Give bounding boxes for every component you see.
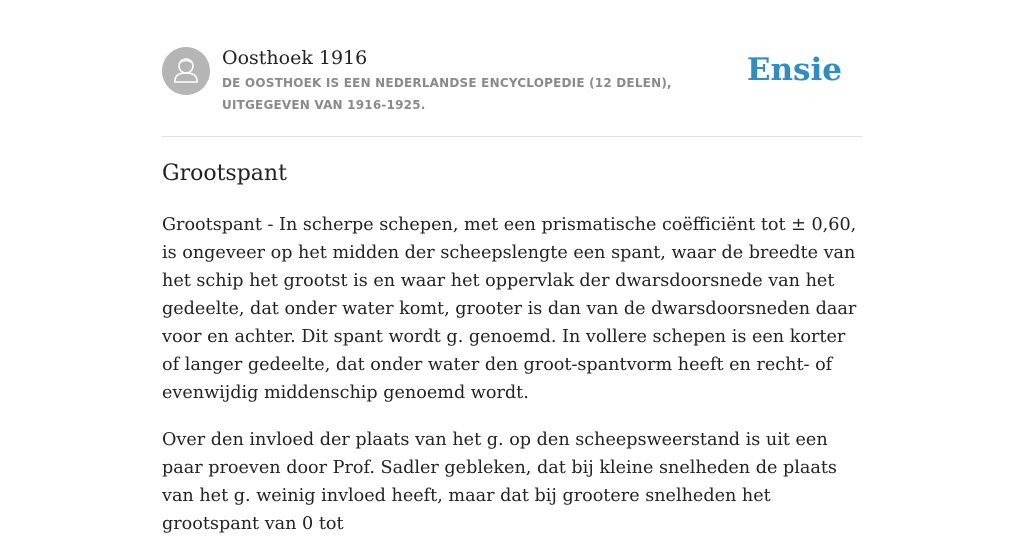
article-paragraph: Over den invloed der plaats van het g. op den scheepsweerstand is uit een paar proeven door Prof. Sadler gebleken, dat bij kleine snelheden de plaats van het g. weinig invloed heeft, maar dat bij grootere snelheden het grootspant van 0 tot xyxy=(162,430,837,534)
source-description: DE OOSTHOEK IS EEN NEDERLANDSE ENCYCLOPEDIE (12 DELEN), UITGEGEVEN VAN 1916-1925. xyxy=(222,76,672,112)
source-title[interactable]: Oosthoek 1916 xyxy=(222,47,368,69)
article-paragraph: Grootspant - In scherpe schepen, met een prismatische coëfficiënt tot ± 0,60, is ongeveer op het midden der scheepslengte een spant, waar de breedte van het schip het grootst is en waar het oppervlak der dwarsdoorsnede van het gedeelte, dat onder water komt, grooter is dan van de dwarsdoorsneden daar voor en achter. Dit spant wordt g. genoemd. In vollere schepen is een korter of langer gedeelte, dat onder water den groot-spantvorm heeft en recht- of evenwijdig middenschip genoemd wordt. xyxy=(162,215,857,403)
source-avatar[interactable] xyxy=(162,47,210,95)
article-title: Grootspant xyxy=(162,161,287,186)
article-body xyxy=(162,211,862,557)
user-icon xyxy=(162,47,210,95)
ensie-logo[interactable]: Ensie xyxy=(746,52,842,88)
source-header xyxy=(162,40,862,137)
